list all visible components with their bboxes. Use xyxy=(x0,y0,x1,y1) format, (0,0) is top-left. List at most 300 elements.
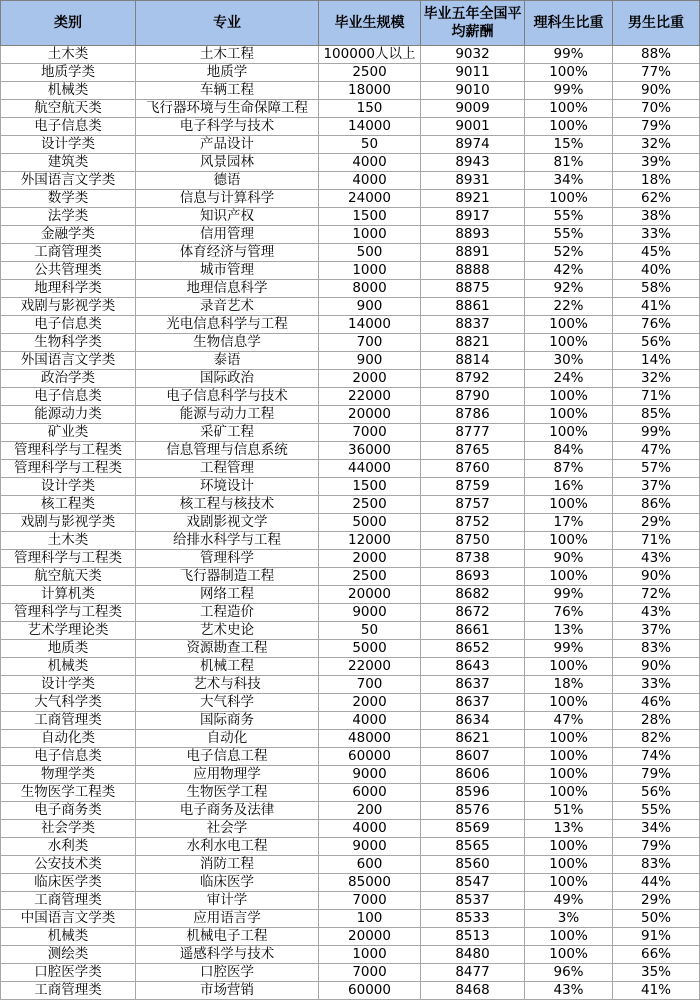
major-cell: 机械电子工程 xyxy=(136,928,319,946)
table-row xyxy=(1,316,700,334)
avg-salary-cell: 8921 xyxy=(421,190,525,208)
major-cell: 录音艺术 xyxy=(136,298,319,316)
male-ratio-cell: 76% xyxy=(613,316,700,334)
male-ratio-cell: 37% xyxy=(613,622,700,640)
graduate-scale-cell: 7000 xyxy=(319,964,421,982)
major-cell: 德语 xyxy=(136,172,319,190)
graduate-scale-cell: 7000 xyxy=(319,424,421,442)
table-row xyxy=(1,748,700,766)
table-row xyxy=(1,406,700,424)
category-cell: 机械类 xyxy=(1,82,136,100)
graduate-scale-cell: 8000 xyxy=(319,280,421,298)
science-ratio-cell: 96% xyxy=(525,964,613,982)
major-cell: 泰语 xyxy=(136,352,319,370)
major-cell: 体育经济与管理 xyxy=(136,244,319,262)
graduate-scale-cell: 9000 xyxy=(319,604,421,622)
male-ratio-cell: 72% xyxy=(613,586,700,604)
science-ratio-cell: 100% xyxy=(525,658,613,676)
science-ratio-cell: 92% xyxy=(525,280,613,298)
major-cell: 生物医学工程 xyxy=(136,784,319,802)
table-row xyxy=(1,928,700,946)
male-ratio-cell: 57% xyxy=(613,460,700,478)
category-cell: 设计学类 xyxy=(1,136,136,154)
science-ratio-cell: 100% xyxy=(525,424,613,442)
graduate-scale-cell: 5000 xyxy=(319,514,421,532)
avg-salary-cell: 8652 xyxy=(421,640,525,658)
science-ratio-cell: 15% xyxy=(525,136,613,154)
major-cell: 知识产权 xyxy=(136,208,319,226)
avg-salary-cell: 8621 xyxy=(421,730,525,748)
table-header xyxy=(1,1,700,46)
table-row xyxy=(1,766,700,784)
major-cell: 水利水电工程 xyxy=(136,838,319,856)
major-cell: 飞行器制造工程 xyxy=(136,568,319,586)
category-cell: 管理科学与工程类 xyxy=(1,442,136,460)
male-ratio-cell: 86% xyxy=(613,496,700,514)
avg-salary-cell: 8480 xyxy=(421,946,525,964)
graduate-scale-cell: 4000 xyxy=(319,154,421,172)
graduate-scale-cell: 1000 xyxy=(319,946,421,964)
male-ratio-cell: 77% xyxy=(613,64,700,82)
graduate-scale-cell: 2000 xyxy=(319,550,421,568)
category-cell: 计算机类 xyxy=(1,586,136,604)
science-ratio-cell: 100% xyxy=(525,838,613,856)
major-cell: 国际商务 xyxy=(136,712,319,730)
avg-salary-cell: 8643 xyxy=(421,658,525,676)
graduate-scale-cell: 1000 xyxy=(319,226,421,244)
category-cell: 管理科学与工程类 xyxy=(1,460,136,478)
avg-salary-cell: 8974 xyxy=(421,136,525,154)
graduate-scale-cell: 50 xyxy=(319,136,421,154)
graduate-scale-cell: 2500 xyxy=(319,496,421,514)
male-ratio-cell: 38% xyxy=(613,208,700,226)
major-cell: 应用语言学 xyxy=(136,910,319,928)
major-cell: 车辆工程 xyxy=(136,82,319,100)
graduate-scale-cell: 4000 xyxy=(319,172,421,190)
table-row xyxy=(1,370,700,388)
header-row xyxy=(1,1,700,46)
major-cell: 生物信息学 xyxy=(136,334,319,352)
graduate-scale-cell: 2000 xyxy=(319,694,421,712)
table-row xyxy=(1,676,700,694)
table-row xyxy=(1,658,700,676)
avg-salary-cell: 9010 xyxy=(421,82,525,100)
category-cell: 土木类 xyxy=(1,46,136,64)
avg-salary-cell: 8931 xyxy=(421,172,525,190)
graduate-scale-cell: 2500 xyxy=(319,64,421,82)
major-cell: 光电信息科学与工程 xyxy=(136,316,319,334)
avg-salary-cell: 8861 xyxy=(421,298,525,316)
male-ratio-cell: 37% xyxy=(613,478,700,496)
graduate-scale-cell: 900 xyxy=(319,352,421,370)
table-row xyxy=(1,586,700,604)
major-cell: 社会学 xyxy=(136,820,319,838)
avg-salary-cell: 8760 xyxy=(421,460,525,478)
table-row xyxy=(1,514,700,532)
major-cell: 工程管理 xyxy=(136,460,319,478)
table-row xyxy=(1,100,700,118)
major-cell: 大气科学 xyxy=(136,694,319,712)
avg-salary-cell: 8891 xyxy=(421,244,525,262)
male-ratio-cell: 91% xyxy=(613,928,700,946)
science-ratio-cell: 52% xyxy=(525,244,613,262)
category-cell: 管理科学与工程类 xyxy=(1,550,136,568)
graduate-scale-cell: 22000 xyxy=(319,388,421,406)
graduate-scale-cell: 7000 xyxy=(319,892,421,910)
graduate-scale-cell: 500 xyxy=(319,244,421,262)
major-cell: 市场营销 xyxy=(136,982,319,1000)
male-ratio-cell: 18% xyxy=(613,172,700,190)
table-row xyxy=(1,172,700,190)
major-cell: 艺术与科技 xyxy=(136,676,319,694)
category-cell: 土木类 xyxy=(1,532,136,550)
science-ratio-cell: 100% xyxy=(525,946,613,964)
avg-salary-cell: 8837 xyxy=(421,316,525,334)
male-ratio-cell: 35% xyxy=(613,964,700,982)
science-ratio-cell: 99% xyxy=(525,46,613,64)
graduate-scale-cell: 9000 xyxy=(319,766,421,784)
table-row xyxy=(1,334,700,352)
avg-salary-cell: 8477 xyxy=(421,964,525,982)
male-ratio-cell: 74% xyxy=(613,748,700,766)
table-row xyxy=(1,532,700,550)
graduate-scale-cell: 2000 xyxy=(319,370,421,388)
category-cell: 管理科学与工程类 xyxy=(1,604,136,622)
table-row xyxy=(1,694,700,712)
category-cell: 航空航天类 xyxy=(1,100,136,118)
major-cell: 临床医学 xyxy=(136,874,319,892)
science-ratio-cell: 90% xyxy=(525,550,613,568)
table-row xyxy=(1,568,700,586)
science-ratio-cell: 100% xyxy=(525,316,613,334)
major-cell: 地理信息科学 xyxy=(136,280,319,298)
male-ratio-cell: 28% xyxy=(613,712,700,730)
major-cell: 信息管理与信息系统 xyxy=(136,442,319,460)
category-cell: 外国语言文学类 xyxy=(1,172,136,190)
avg-salary-cell: 8606 xyxy=(421,766,525,784)
graduate-scale-cell: 900 xyxy=(319,298,421,316)
male-ratio-cell: 58% xyxy=(613,280,700,298)
science-ratio-cell: 17% xyxy=(525,514,613,532)
table-row xyxy=(1,46,700,64)
science-ratio-cell: 43% xyxy=(525,982,613,1000)
avg-salary-cell: 8759 xyxy=(421,478,525,496)
science-ratio-cell: 55% xyxy=(525,226,613,244)
male-ratio-cell: 34% xyxy=(613,820,700,838)
major-cell: 电子信息科学与技术 xyxy=(136,388,319,406)
major-cell: 资源勘查工程 xyxy=(136,640,319,658)
avg-salary-cell: 8537 xyxy=(421,892,525,910)
table-row xyxy=(1,874,700,892)
male-ratio-cell: 85% xyxy=(613,406,700,424)
science-ratio-cell: 100% xyxy=(525,388,613,406)
graduate-scale-cell: 6000 xyxy=(319,784,421,802)
avg-salary-cell: 8569 xyxy=(421,820,525,838)
avg-salary-cell: 8765 xyxy=(421,442,525,460)
male-ratio-cell: 32% xyxy=(613,370,700,388)
science-ratio-cell: 100% xyxy=(525,100,613,118)
category-cell: 大气科学类 xyxy=(1,694,136,712)
graduate-scale-cell: 1500 xyxy=(319,478,421,496)
table-row xyxy=(1,478,700,496)
avg-salary-cell: 8790 xyxy=(421,388,525,406)
avg-salary-cell: 8576 xyxy=(421,802,525,820)
category-cell: 公安技术类 xyxy=(1,856,136,874)
table-row xyxy=(1,604,700,622)
major-cell: 审计学 xyxy=(136,892,319,910)
table-row xyxy=(1,550,700,568)
male-ratio-cell: 70% xyxy=(613,100,700,118)
male-ratio-cell: 41% xyxy=(613,982,700,1000)
avg-salary-cell: 8750 xyxy=(421,532,525,550)
graduate-scale-cell: 100 xyxy=(319,910,421,928)
table-row xyxy=(1,712,700,730)
male-ratio-cell: 32% xyxy=(613,136,700,154)
avg-salary-cell: 8560 xyxy=(421,856,525,874)
table-row xyxy=(1,802,700,820)
table-body xyxy=(1,46,700,1000)
category-cell: 设计学类 xyxy=(1,676,136,694)
category-cell: 物理学类 xyxy=(1,766,136,784)
category-cell: 工商管理类 xyxy=(1,244,136,262)
major-cell: 环境设计 xyxy=(136,478,319,496)
major-cell: 应用物理学 xyxy=(136,766,319,784)
male-ratio-cell: 62% xyxy=(613,190,700,208)
category-cell: 能源动力类 xyxy=(1,406,136,424)
table-row xyxy=(1,982,700,1000)
category-cell: 自动化类 xyxy=(1,730,136,748)
male-ratio-cell: 29% xyxy=(613,892,700,910)
graduate-scale-cell: 12000 xyxy=(319,532,421,550)
avg-salary-cell: 9032 xyxy=(421,46,525,64)
major-cell: 消防工程 xyxy=(136,856,319,874)
avg-salary-cell: 8893 xyxy=(421,226,525,244)
category-cell: 核工程类 xyxy=(1,496,136,514)
category-cell: 工商管理类 xyxy=(1,712,136,730)
table-row xyxy=(1,262,700,280)
category-cell: 地理科学类 xyxy=(1,280,136,298)
table-row xyxy=(1,424,700,442)
category-cell: 电子信息类 xyxy=(1,388,136,406)
category-cell: 地质学类 xyxy=(1,64,136,82)
table-row xyxy=(1,208,700,226)
table-row xyxy=(1,856,700,874)
table-row xyxy=(1,838,700,856)
science-ratio-cell: 24% xyxy=(525,370,613,388)
male-ratio-cell: 79% xyxy=(613,766,700,784)
avg-salary-cell: 8875 xyxy=(421,280,525,298)
avg-salary-cell: 8661 xyxy=(421,622,525,640)
major-cell: 网络工程 xyxy=(136,586,319,604)
major-cell: 电子商务及法律 xyxy=(136,802,319,820)
male-ratio-cell: 90% xyxy=(613,82,700,100)
table-row xyxy=(1,946,700,964)
major-cell: 电子科学与技术 xyxy=(136,118,319,136)
major-cell: 艺术史论 xyxy=(136,622,319,640)
male-ratio-cell: 90% xyxy=(613,658,700,676)
category-cell: 地质类 xyxy=(1,640,136,658)
male-ratio-cell: 83% xyxy=(613,640,700,658)
science-ratio-cell: 87% xyxy=(525,460,613,478)
graduate-scale-cell: 60000 xyxy=(319,982,421,1000)
male-ratio-cell: 56% xyxy=(613,784,700,802)
male-ratio-cell: 45% xyxy=(613,244,700,262)
male-ratio-cell: 55% xyxy=(613,802,700,820)
science-ratio-cell: 13% xyxy=(525,820,613,838)
graduate-scale-cell: 60000 xyxy=(319,748,421,766)
major-cell: 能源与动力工程 xyxy=(136,406,319,424)
graduate-scale-cell: 2500 xyxy=(319,568,421,586)
male-ratio-cell: 33% xyxy=(613,226,700,244)
major-cell: 管理科学 xyxy=(136,550,319,568)
category-cell: 工商管理类 xyxy=(1,892,136,910)
category-cell: 电子信息类 xyxy=(1,316,136,334)
major-cell: 城市管理 xyxy=(136,262,319,280)
science-ratio-cell: 34% xyxy=(525,172,613,190)
header-graduate-scale: 毕业生规模 xyxy=(319,1,421,46)
table-row xyxy=(1,226,700,244)
graduate-scale-cell: 200 xyxy=(319,802,421,820)
category-cell: 测绘类 xyxy=(1,946,136,964)
avg-salary-cell: 9001 xyxy=(421,118,525,136)
table-row xyxy=(1,64,700,82)
avg-salary-cell: 8757 xyxy=(421,496,525,514)
graduate-scale-cell: 85000 xyxy=(319,874,421,892)
graduate-scale-cell: 9000 xyxy=(319,838,421,856)
major-cell: 口腔医学 xyxy=(136,964,319,982)
table-row xyxy=(1,118,700,136)
category-cell: 社会学类 xyxy=(1,820,136,838)
avg-salary-cell: 8607 xyxy=(421,748,525,766)
male-ratio-cell: 66% xyxy=(613,946,700,964)
avg-salary-cell: 8637 xyxy=(421,694,525,712)
science-ratio-cell: 100% xyxy=(525,118,613,136)
avg-salary-cell: 8943 xyxy=(421,154,525,172)
science-ratio-cell: 99% xyxy=(525,586,613,604)
avg-salary-cell: 8533 xyxy=(421,910,525,928)
science-ratio-cell: 100% xyxy=(525,928,613,946)
science-ratio-cell: 51% xyxy=(525,802,613,820)
table-row xyxy=(1,784,700,802)
major-cell: 核工程与核技术 xyxy=(136,496,319,514)
major-cell: 戏剧影视文学 xyxy=(136,514,319,532)
graduate-scale-cell: 22000 xyxy=(319,658,421,676)
table-row xyxy=(1,280,700,298)
avg-salary-cell: 8565 xyxy=(421,838,525,856)
graduate-scale-cell: 1000 xyxy=(319,262,421,280)
avg-salary-cell: 8547 xyxy=(421,874,525,892)
table-row xyxy=(1,820,700,838)
category-cell: 艺术学理论类 xyxy=(1,622,136,640)
category-cell: 戏剧与影视学类 xyxy=(1,514,136,532)
table-row xyxy=(1,640,700,658)
major-cell: 信用管理 xyxy=(136,226,319,244)
male-ratio-cell: 56% xyxy=(613,334,700,352)
table-row xyxy=(1,154,700,172)
avg-salary-cell: 8786 xyxy=(421,406,525,424)
graduate-scale-cell: 44000 xyxy=(319,460,421,478)
major-cell: 风景园林 xyxy=(136,154,319,172)
graduate-scale-cell: 14000 xyxy=(319,316,421,334)
avg-salary-cell: 8752 xyxy=(421,514,525,532)
table-row xyxy=(1,442,700,460)
male-ratio-cell: 47% xyxy=(613,442,700,460)
category-cell: 电子信息类 xyxy=(1,118,136,136)
major-cell: 机械工程 xyxy=(136,658,319,676)
major-cell: 飞行器环境与生命保障工程 xyxy=(136,100,319,118)
male-ratio-cell: 43% xyxy=(613,550,700,568)
science-ratio-cell: 100% xyxy=(525,190,613,208)
science-ratio-cell: 13% xyxy=(525,622,613,640)
avg-salary-cell: 8693 xyxy=(421,568,525,586)
avg-salary-cell: 8917 xyxy=(421,208,525,226)
science-ratio-cell: 3% xyxy=(525,910,613,928)
avg-salary-cell: 8777 xyxy=(421,424,525,442)
science-ratio-cell: 100% xyxy=(525,748,613,766)
male-ratio-cell: 39% xyxy=(613,154,700,172)
header-major: 专业 xyxy=(136,1,319,46)
graduate-scale-cell: 700 xyxy=(319,334,421,352)
male-ratio-cell: 99% xyxy=(613,424,700,442)
major-cell: 采矿工程 xyxy=(136,424,319,442)
male-ratio-cell: 43% xyxy=(613,604,700,622)
graduate-scale-cell: 100000人以上 xyxy=(319,46,421,64)
science-ratio-cell: 100% xyxy=(525,532,613,550)
science-ratio-cell: 100% xyxy=(525,856,613,874)
table-row xyxy=(1,892,700,910)
male-ratio-cell: 79% xyxy=(613,838,700,856)
graduate-scale-cell: 700 xyxy=(319,676,421,694)
graduate-scale-cell: 20000 xyxy=(319,928,421,946)
science-ratio-cell: 18% xyxy=(525,676,613,694)
graduate-scale-cell: 600 xyxy=(319,856,421,874)
category-cell: 生物医学工程类 xyxy=(1,784,136,802)
table-row xyxy=(1,352,700,370)
science-ratio-cell: 100% xyxy=(525,406,613,424)
male-ratio-cell: 83% xyxy=(613,856,700,874)
category-cell: 机械类 xyxy=(1,658,136,676)
graduate-scale-cell: 20000 xyxy=(319,406,421,424)
avg-salary-cell: 8637 xyxy=(421,676,525,694)
science-ratio-cell: 99% xyxy=(525,82,613,100)
male-ratio-cell: 71% xyxy=(613,388,700,406)
category-cell: 电子商务类 xyxy=(1,802,136,820)
category-cell: 水利类 xyxy=(1,838,136,856)
header-science-ratio: 理科生比重 xyxy=(525,1,613,46)
science-ratio-cell: 100% xyxy=(525,784,613,802)
science-ratio-cell: 99% xyxy=(525,640,613,658)
science-ratio-cell: 30% xyxy=(525,352,613,370)
graduate-scale-cell: 24000 xyxy=(319,190,421,208)
table-row xyxy=(1,496,700,514)
science-ratio-cell: 100% xyxy=(525,64,613,82)
graduate-scale-cell: 18000 xyxy=(319,82,421,100)
category-cell: 生物科学类 xyxy=(1,334,136,352)
category-cell: 口腔医学类 xyxy=(1,964,136,982)
table-row xyxy=(1,244,700,262)
category-cell: 工商管理类 xyxy=(1,982,136,1000)
science-ratio-cell: 100% xyxy=(525,496,613,514)
category-cell: 机械类 xyxy=(1,928,136,946)
category-cell: 电子信息类 xyxy=(1,748,136,766)
science-ratio-cell: 100% xyxy=(525,694,613,712)
science-ratio-cell: 55% xyxy=(525,208,613,226)
graduate-scale-cell: 5000 xyxy=(319,640,421,658)
category-cell: 中国语言文学类 xyxy=(1,910,136,928)
science-ratio-cell: 100% xyxy=(525,334,613,352)
science-ratio-cell: 47% xyxy=(525,712,613,730)
major-cell: 土木工程 xyxy=(136,46,319,64)
